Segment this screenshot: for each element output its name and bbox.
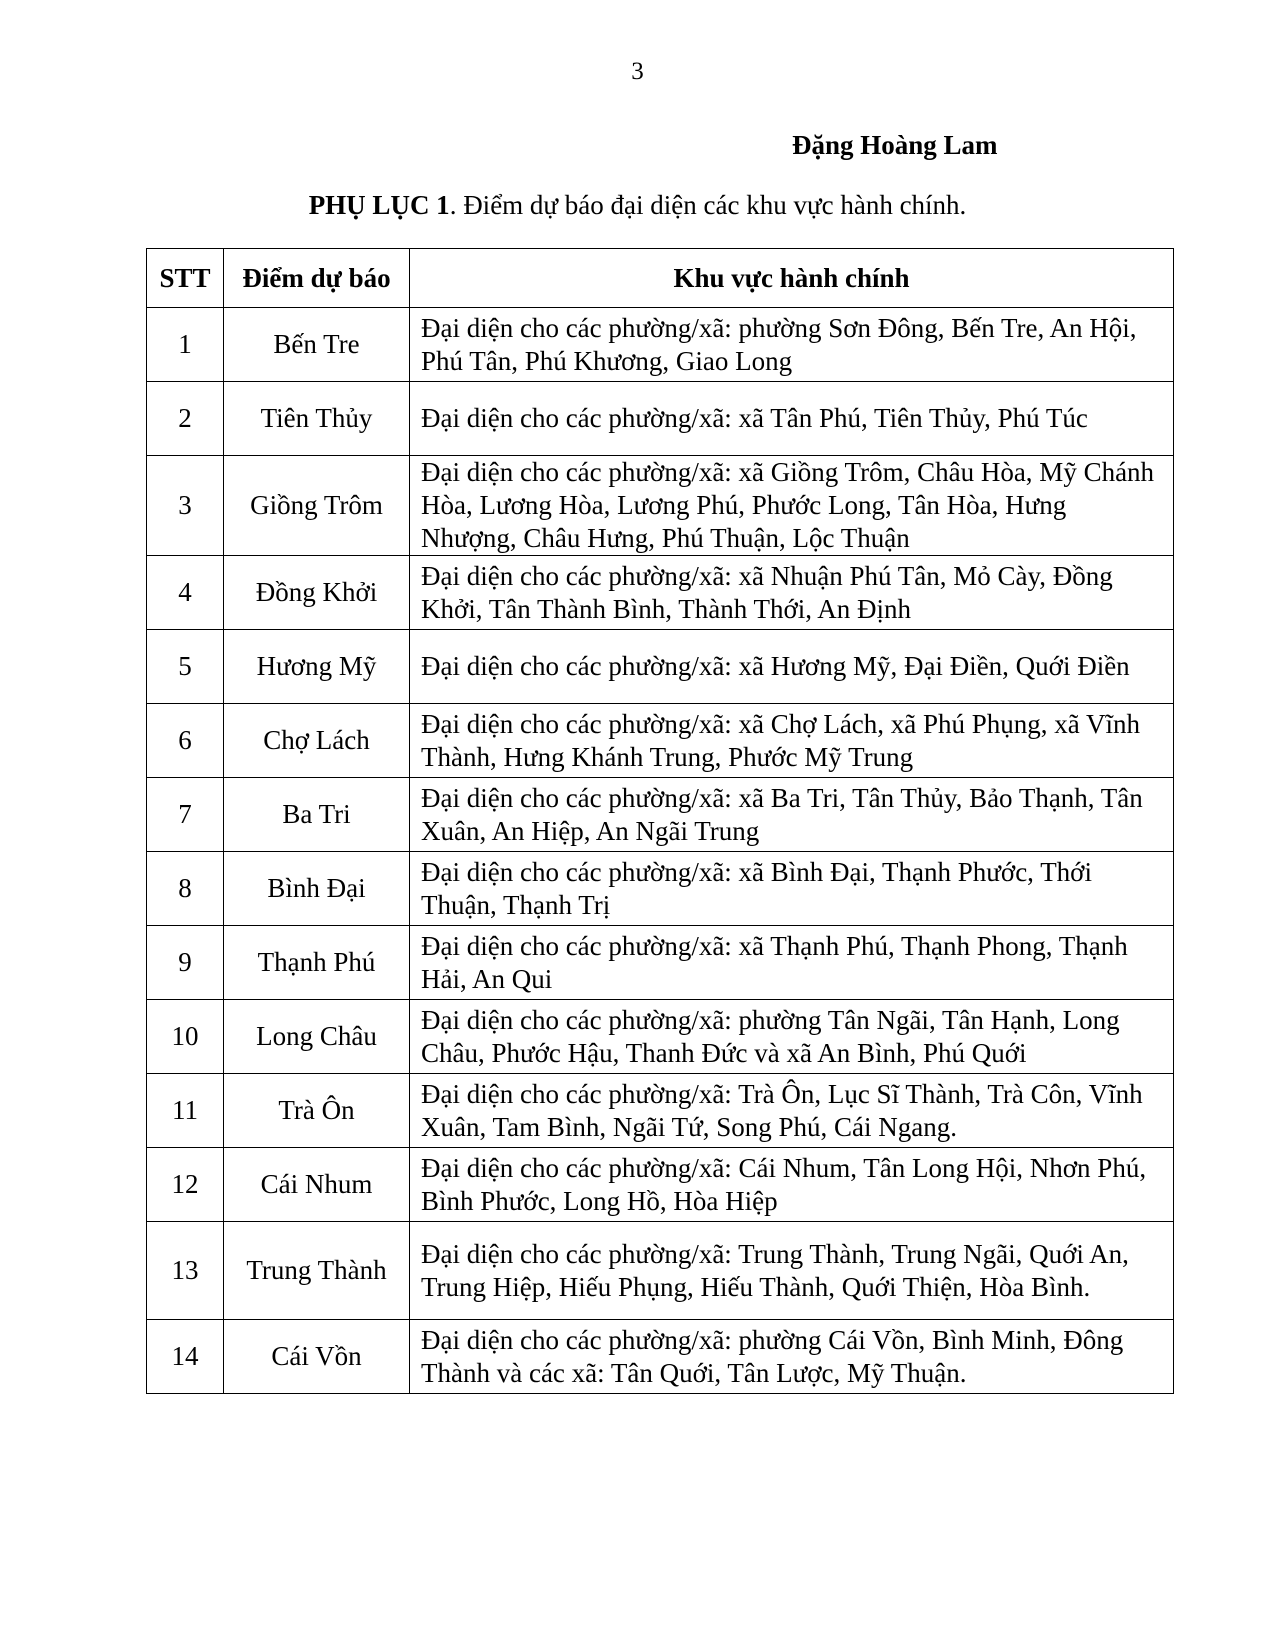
row-stt: 14 bbox=[147, 1320, 224, 1394]
row-administrative-area: Đại diện cho các phường/xã: Trà Ôn, Lục Sĩ Thành, Trà Côn, Vĩnh Xuân, Tam Bình, Ngãi Tứ, Song Phú, Cái Ngang. bbox=[410, 1074, 1174, 1148]
table-row bbox=[147, 1148, 1174, 1222]
forecast-points-table bbox=[146, 248, 1174, 1394]
table-row bbox=[147, 1000, 1174, 1074]
row-administrative-area: Đại diện cho các phường/xã: xã Nhuận Phú Tân, Mỏ Cày, Đồng Khởi, Tân Thành Bình, Thành Thới, An Định bbox=[410, 556, 1174, 630]
table-header-row bbox=[147, 249, 1174, 308]
row-administrative-area: Đại diện cho các phường/xã: phường Sơn Đông, Bến Tre, An Hội, Phú Tân, Phú Khương, Giao Long bbox=[410, 308, 1174, 382]
row-administrative-area: Đại diện cho các phường/xã: Trung Thành, Trung Ngãi, Quới An, Trung Hiệp, Hiếu Phụng, Hiếu Thành, Quới Thiện, Hòa Bình. bbox=[410, 1222, 1174, 1320]
row-administrative-area: Đại diện cho các phường/xã: xã Tân Phú, Tiên Thủy, Phú Túc bbox=[410, 382, 1174, 456]
row-administrative-area: Đại diện cho các phường/xã: xã Hương Mỹ, Đại Điền, Quới Điền bbox=[410, 630, 1174, 704]
row-stt: 4 bbox=[147, 556, 224, 630]
row-stt: 13 bbox=[147, 1222, 224, 1320]
header-forecast-point: Điểm dự báo bbox=[224, 249, 410, 308]
row-stt: 11 bbox=[147, 1074, 224, 1148]
table-row bbox=[147, 556, 1174, 630]
table-row bbox=[147, 382, 1174, 456]
caption-label: PHỤ LỤC 1 bbox=[308, 190, 450, 220]
table-row bbox=[147, 1222, 1174, 1320]
table-row bbox=[147, 456, 1174, 556]
table-row bbox=[147, 926, 1174, 1000]
table-caption bbox=[0, 190, 1275, 221]
row-forecast-point: Đồng Khởi bbox=[224, 556, 410, 630]
row-stt: 12 bbox=[147, 1148, 224, 1222]
row-forecast-point: Giồng Trôm bbox=[224, 456, 410, 556]
row-stt: 1 bbox=[147, 308, 224, 382]
row-administrative-area: Đại diện cho các phường/xã: xã Thạnh Phú, Thạnh Phong, Thạnh Hải, An Qui bbox=[410, 926, 1174, 1000]
row-administrative-area: Đại diện cho các phường/xã: phường Tân Ngãi, Tân Hạnh, Long Châu, Phước Hậu, Thanh Đức và xã An Bình, Phú Quới bbox=[410, 1000, 1174, 1074]
caption-text: . Điểm dự báo đại diện các khu vực hành chính. bbox=[449, 190, 967, 220]
row-stt: 3 bbox=[147, 456, 224, 556]
table-row bbox=[147, 1320, 1174, 1394]
row-forecast-point: Bình Đại bbox=[224, 852, 410, 926]
row-forecast-point: Trung Thành bbox=[224, 1222, 410, 1320]
row-forecast-point: Cái Nhum bbox=[224, 1148, 410, 1222]
author-name: Đặng Hoàng Lam bbox=[792, 130, 998, 160]
row-stt: 10 bbox=[147, 1000, 224, 1074]
row-administrative-area: Đại diện cho các phường/xã: xã Ba Tri, Tân Thủy, Bảo Thạnh, Tân Xuân, An Hiệp, An Ngãi Trung bbox=[410, 778, 1174, 852]
row-forecast-point: Chợ Lách bbox=[224, 704, 410, 778]
row-forecast-point: Trà Ôn bbox=[224, 1074, 410, 1148]
row-administrative-area: Đại diện cho các phường/xã: Cái Nhum, Tân Long Hội, Nhơn Phú, Bình Phước, Long Hồ, Hòa Hiệp bbox=[410, 1148, 1174, 1222]
table-row bbox=[147, 308, 1174, 382]
table-row bbox=[147, 1074, 1174, 1148]
row-forecast-point: Tiên Thủy bbox=[224, 382, 410, 456]
table-row bbox=[147, 852, 1174, 926]
row-forecast-point: Hương Mỹ bbox=[224, 630, 410, 704]
row-administrative-area: Đại diện cho các phường/xã: phường Cái Vồn, Bình Minh, Đông Thành và các xã: Tân Quới, Tân Lược, Mỹ Thuận. bbox=[410, 1320, 1174, 1394]
row-stt: 5 bbox=[147, 630, 224, 704]
row-stt: 2 bbox=[147, 382, 224, 456]
row-stt: 6 bbox=[147, 704, 224, 778]
row-stt: 9 bbox=[147, 926, 224, 1000]
row-forecast-point: Cái Vồn bbox=[224, 1320, 410, 1394]
row-forecast-point: Thạnh Phú bbox=[224, 926, 410, 1000]
header-administrative-area: Khu vực hành chính bbox=[410, 249, 1174, 308]
page-number: 3 bbox=[631, 58, 644, 85]
row-forecast-point: Bến Tre bbox=[224, 308, 410, 382]
table-row bbox=[147, 704, 1174, 778]
table-row bbox=[147, 630, 1174, 704]
row-stt: 8 bbox=[147, 852, 224, 926]
header-stt: STT bbox=[147, 249, 224, 308]
row-forecast-point: Ba Tri bbox=[224, 778, 410, 852]
row-stt: 7 bbox=[147, 778, 224, 852]
row-administrative-area: Đại diện cho các phường/xã: xã Chợ Lách, xã Phú Phụng, xã Vĩnh Thành, Hưng Khánh Trung, Phước Mỹ Trung bbox=[410, 704, 1174, 778]
row-forecast-point: Long Châu bbox=[224, 1000, 410, 1074]
row-administrative-area: Đại diện cho các phường/xã: xã Giồng Trôm, Châu Hòa, Mỹ Chánh Hòa, Lương Hòa, Lương Phú, Phước Long, Tân Hòa, Hưng Nhượng, Châu Hưng, Phú Thuận, Lộc Thuận bbox=[410, 456, 1174, 556]
row-administrative-area: Đại diện cho các phường/xã: xã Bình Đại, Thạnh Phước, Thới Thuận, Thạnh Trị bbox=[410, 852, 1174, 926]
table-row bbox=[147, 778, 1174, 852]
